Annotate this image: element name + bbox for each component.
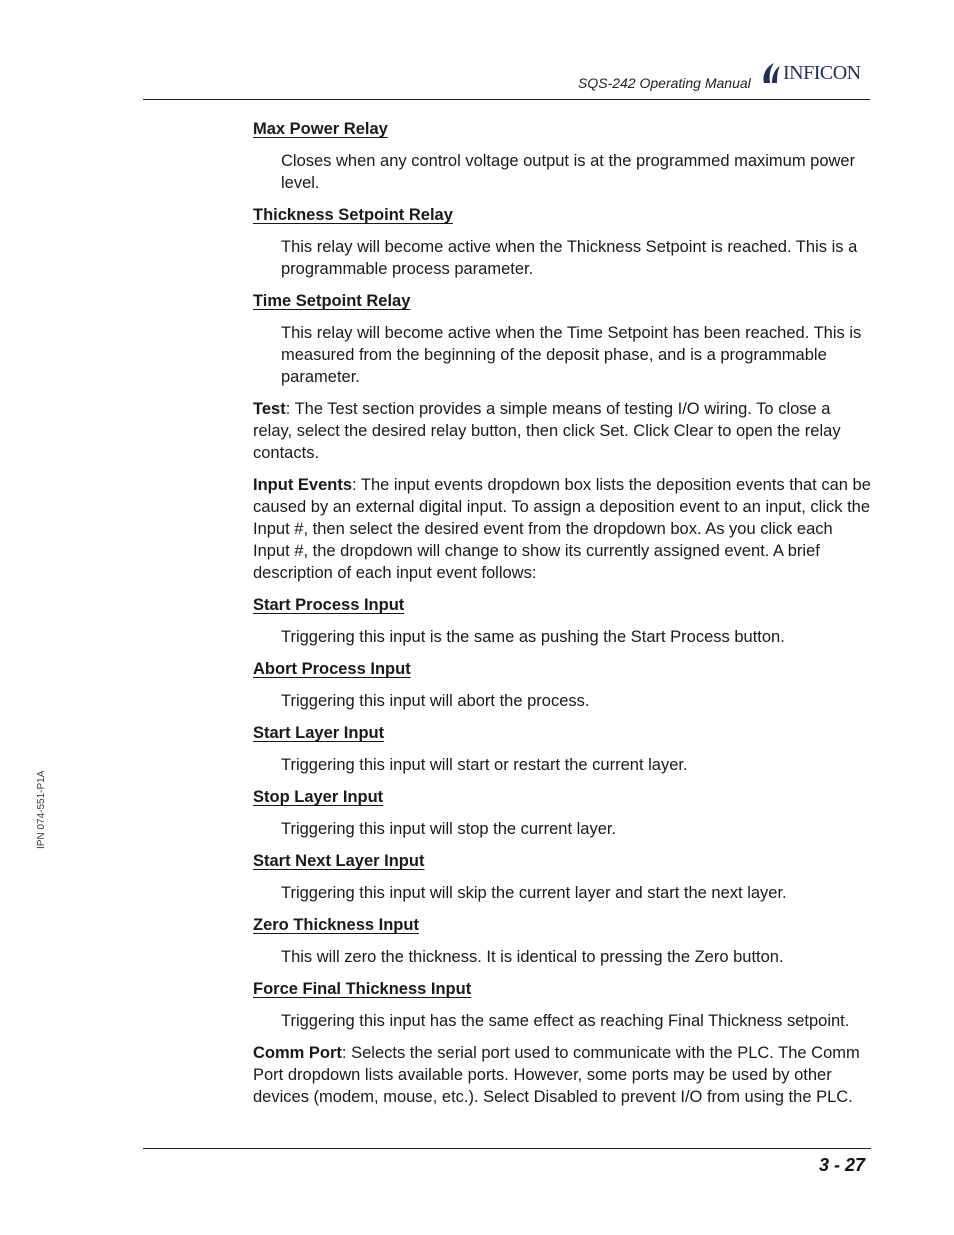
- logo-text: INFICON: [783, 61, 861, 84]
- heading-thickness-setpoint-relay: Thickness Setpoint Relay: [253, 206, 453, 224]
- text-comm-port: : Selects the serial port used to communicate with the PLC. The Comm Port dropdown lists available ports. However, some ports may be used by other devices (modem, mouse, etc.). Select Disabled to prevent I/O from using the PLC.: [253, 1044, 860, 1106]
- label-input-events: Input Events: [253, 476, 353, 494]
- inficon-logo: [760, 60, 861, 86]
- heading-stop-layer-input: Stop Layer Input: [253, 788, 384, 806]
- heading-force-final-thickness-input: Force Final Thickness Input: [253, 980, 472, 998]
- heading-start-layer-input: Start Layer Input: [253, 724, 385, 742]
- desc-abort-process-input: Triggering this input will abort the process.: [281, 692, 590, 710]
- paragraph-input-events: [253, 474, 873, 584]
- footer-rule: [143, 1148, 871, 1149]
- desc-max-power-relay: Closes when any control voltage output is at the programmed maximum power level.: [281, 152, 856, 192]
- desc-start-layer-input: Triggering this input will start or restart the current layer.: [281, 756, 688, 774]
- text-test: : The Test section provides a simple means of testing I/O wiring. To close a relay, select the desired relay button, then click Set. Click Clear to open the relay contacts.: [253, 400, 841, 462]
- page-body: [253, 118, 873, 1118]
- label-test: Test: [253, 400, 286, 418]
- label-comm-port: Comm Port: [253, 1044, 342, 1062]
- desc-thickness-setpoint-relay: This relay will become active when the Thickness Setpoint is reached. This is a programmable process parameter.: [281, 238, 858, 278]
- page-number: 3 - 27: [818, 1155, 865, 1175]
- desc-start-process-input: Triggering this input is the same as pushing the Start Process button.: [281, 628, 785, 646]
- document-code: IPN 074-551-P1A: [36, 770, 47, 849]
- heading-max-power-relay: Max Power Relay: [253, 120, 388, 138]
- text-input-events: : The input events dropdown box lists the deposition events that can be caused by an external digital input. To assign a deposition event to an input, click the Input #, then select the desired event from the dropdown box. As you click each Input #, the dropdown will change to show its currently assigned event. A brief description of each input event follows:: [253, 476, 871, 582]
- desc-zero-thickness-input: This will zero the thickness. It is identical to pressing the Zero button.: [281, 948, 784, 966]
- inficon-logo-mark-icon: [760, 61, 782, 85]
- desc-time-setpoint-relay: This relay will become active when the Time Setpoint has been reached. This is measured from the beginning of the deposit phase, and is a programmable parameter.: [281, 324, 862, 386]
- desc-start-next-layer-input: Triggering this input will skip the current layer and start the next layer.: [281, 884, 787, 902]
- heading-abort-process-input: Abort Process Input: [253, 660, 411, 678]
- manual-title: SQS-242 Operating Manual: [578, 75, 751, 91]
- heading-time-setpoint-relay: Time Setpoint Relay: [253, 292, 411, 310]
- desc-stop-layer-input: Triggering this input will stop the current layer.: [281, 820, 617, 838]
- paragraph-test: [253, 398, 873, 464]
- heading-start-next-layer-input: Start Next Layer Input: [253, 852, 425, 870]
- desc-force-final-thickness-input: Triggering this input has the same effect as reaching Final Thickness setpoint.: [281, 1012, 850, 1030]
- header-rule: [143, 99, 870, 100]
- paragraph-comm-port: [253, 1042, 873, 1108]
- heading-start-process-input: Start Process Input: [253, 596, 405, 614]
- heading-zero-thickness-input: Zero Thickness Input: [253, 916, 419, 934]
